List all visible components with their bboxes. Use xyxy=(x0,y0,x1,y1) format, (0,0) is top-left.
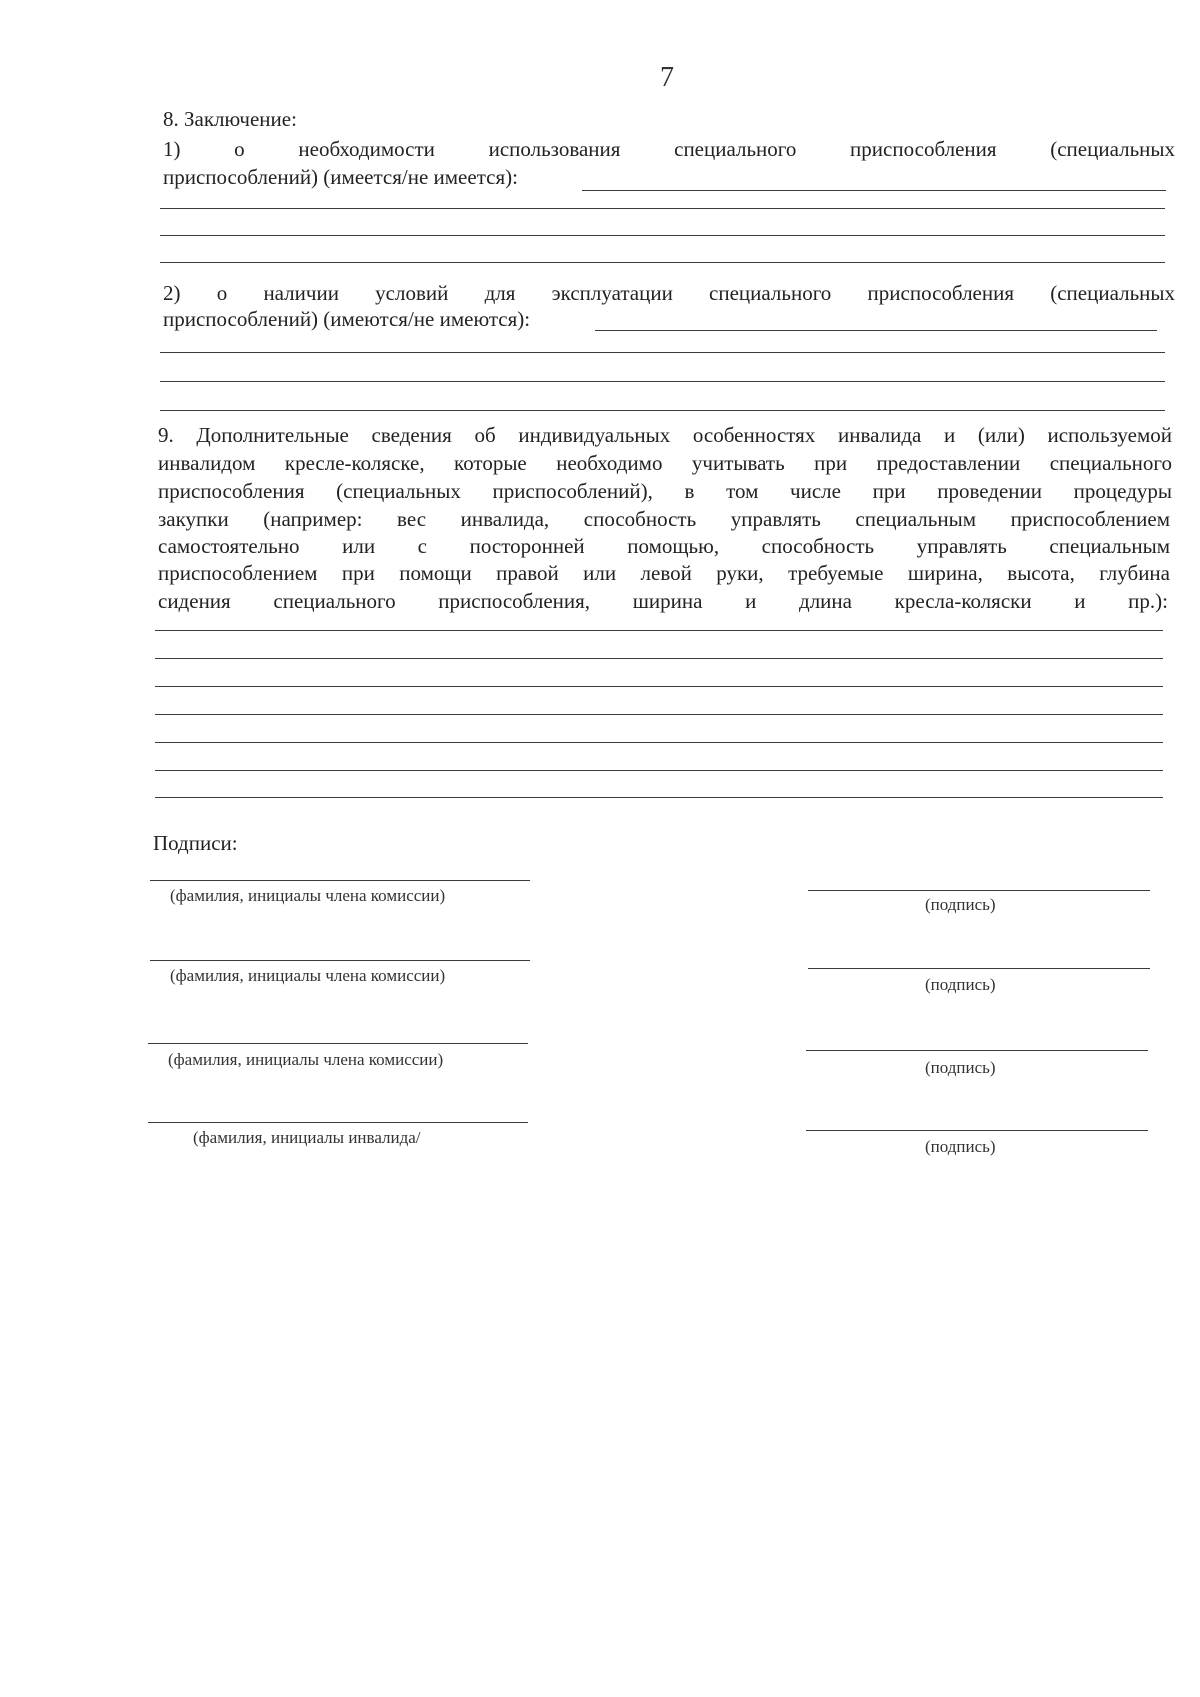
section-8-item-2-line-2: приспособлений) (имеются/не имеются): xyxy=(163,307,531,331)
page-number: 7 xyxy=(660,62,674,93)
section-8-item-1-line-1: 1) о необходимости использования специального приспособления (специальных xyxy=(163,137,1175,161)
member-name-line[interactable] xyxy=(150,880,530,881)
section-8-title: 8. Заключение: xyxy=(163,107,297,131)
signature-line[interactable] xyxy=(808,890,1150,891)
answer-line[interactable] xyxy=(155,770,1163,771)
section-9-line-2: инвалидом кресле-коляске, которые необходимо учитывать при предоставлении специального xyxy=(158,451,1172,475)
invalid-name-caption: (фамилия, инициалы инвалида/ xyxy=(193,1128,421,1147)
answer-line[interactable] xyxy=(160,410,1165,411)
answer-line[interactable] xyxy=(155,630,1163,631)
signature-caption: (подпись) xyxy=(925,975,996,994)
signature-line[interactable] xyxy=(808,968,1150,969)
invalid-name-line[interactable] xyxy=(148,1122,528,1123)
answer-line[interactable] xyxy=(160,262,1165,263)
answer-line[interactable] xyxy=(160,381,1165,382)
signature-line[interactable] xyxy=(806,1050,1148,1051)
section-9-line-4: закупки (например: вес инвалида, способность управлять специальным приспособлением xyxy=(158,507,1170,531)
member-name-caption: (фамилия, инициалы члена комиссии) xyxy=(168,1050,444,1069)
member-name-line[interactable] xyxy=(148,1043,528,1044)
member-name-caption: (фамилия, инициалы члена комиссии) xyxy=(170,966,446,985)
member-name-caption: (фамилия, инициалы члена комиссии) xyxy=(170,886,446,905)
section-9-line-3: приспособления (специальных приспособлений), в том числе при проведении процедуры xyxy=(158,479,1172,503)
answer-line[interactable] xyxy=(582,190,1166,191)
section-8-item-2-line-1: 2) о наличии условий для эксплуатации специального приспособления (специальных xyxy=(163,281,1175,305)
signature-line[interactable] xyxy=(806,1130,1148,1131)
answer-line[interactable] xyxy=(155,658,1163,659)
section-9-line-5: самостоятельно или с посторонней помощью, способность управлять специальным xyxy=(158,534,1170,558)
section-9-line-1: 9. Дополнительные сведения об индивидуальных особенностях инвалида и (или) используемой xyxy=(158,423,1172,447)
section-9-line-6: приспособлением при помощи правой или левой руки, требуемые ширина, высота, глубина xyxy=(158,561,1170,585)
section-9-line-7: сидения специального приспособления, ширина и длина кресла-коляски и пр.): xyxy=(158,589,1168,613)
answer-line[interactable] xyxy=(160,352,1165,353)
signature-caption: (подпись) xyxy=(925,1058,996,1077)
signature-caption: (подпись) xyxy=(925,895,996,914)
signatures-heading: Подписи: xyxy=(153,831,238,855)
signature-caption: (подпись) xyxy=(925,1137,996,1156)
answer-line[interactable] xyxy=(160,208,1165,209)
answer-line[interactable] xyxy=(595,330,1157,331)
answer-line[interactable] xyxy=(155,686,1163,687)
answer-line[interactable] xyxy=(155,797,1163,798)
section-8-item-1-line-2: приспособлений) (имеется/не имеется): xyxy=(163,165,518,189)
answer-line[interactable] xyxy=(155,714,1163,715)
answer-line[interactable] xyxy=(155,742,1163,743)
answer-line[interactable] xyxy=(160,235,1165,236)
member-name-line[interactable] xyxy=(150,960,530,961)
